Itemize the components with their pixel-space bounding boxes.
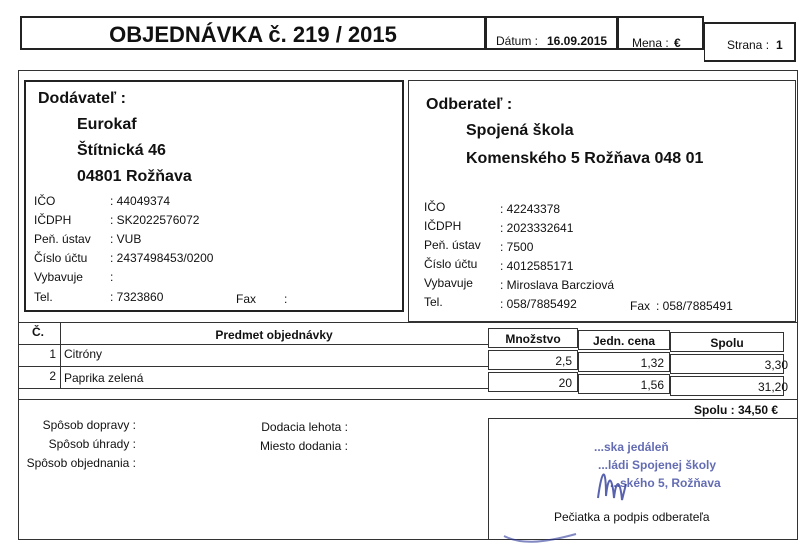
delivery-place-label: Miesto dodania : bbox=[259, 439, 348, 453]
col-no-header: Č. bbox=[32, 325, 44, 339]
table-row1-bottom-line bbox=[18, 366, 488, 367]
stamp-line-2: ...ládi Spojenej školy bbox=[598, 458, 717, 472]
customer-name: Spojená škola bbox=[466, 122, 574, 139]
supplier-heading: Dodávateľ : bbox=[38, 90, 126, 107]
table-top-line bbox=[18, 322, 798, 323]
customer-account-label: Číslo účtu bbox=[424, 257, 478, 271]
row1-total: 3,30 bbox=[764, 358, 788, 372]
stamp-line-3: ...ského 5, Rožňava bbox=[610, 476, 721, 490]
customer-fax-value: : 058/7885491 bbox=[656, 299, 733, 313]
supplier-bank-value: : VUB bbox=[110, 232, 142, 246]
customer-ico-label: IČO bbox=[424, 200, 446, 214]
signature-stroke bbox=[598, 474, 626, 500]
order-title: OBJEDNÁVKA č. 219 / 2015 bbox=[109, 22, 397, 47]
supplier-tel-label: Tel. bbox=[34, 290, 53, 304]
sum-label: Spolu : bbox=[694, 403, 735, 417]
col-price-header: Jedn. cena bbox=[592, 334, 656, 348]
signature-stroke-bottom bbox=[500, 526, 580, 546]
supplier-fax-label: Fax bbox=[236, 292, 257, 306]
currency-value: € bbox=[674, 36, 681, 50]
sum-value: 34,50 € bbox=[738, 403, 779, 417]
transport-label: Spôsob dopravy : bbox=[42, 418, 136, 432]
col-total-header: Spolu bbox=[710, 336, 744, 350]
row2-item: Paprika zelená bbox=[64, 371, 144, 385]
supplier-icdph-label: IČDPH bbox=[34, 213, 72, 227]
ordering-label: Spôsob objednania : bbox=[26, 456, 136, 470]
supplier-handler-value: : bbox=[110, 270, 114, 284]
customer-account-value: : 4012585171 bbox=[500, 259, 574, 273]
row1-price: 1,32 bbox=[640, 356, 664, 370]
row1-qty: 2,5 bbox=[555, 354, 572, 368]
customer-icdph-value: : 2023332641 bbox=[500, 221, 574, 235]
page-label: Strana : bbox=[727, 38, 770, 52]
col-item-header: Predmet objednávky bbox=[215, 328, 333, 342]
payment-label: Spôsob úhrady : bbox=[48, 437, 136, 451]
customer-bank-label: Peň. ústav bbox=[424, 238, 481, 252]
col-qty-header: Množstvo bbox=[505, 332, 561, 346]
table-header-bottom-line bbox=[18, 344, 488, 345]
supplier-handler-label: Vybavuje bbox=[34, 270, 83, 284]
sum-underline bbox=[488, 418, 798, 419]
signature-box-divider bbox=[488, 418, 489, 540]
row2-total: 31,20 bbox=[757, 380, 788, 394]
currency-label: Mena : bbox=[632, 36, 669, 50]
customer-handler-label: Vybavuje bbox=[424, 276, 473, 290]
customer-tel-value: : 058/7885492 bbox=[500, 297, 577, 311]
row1-no: 1 bbox=[49, 347, 56, 361]
stamp-line-1: ...ska jedáleň bbox=[594, 440, 669, 454]
customer-icdph-label: IČDPH bbox=[424, 219, 462, 233]
customer-bank-value: : 7500 bbox=[500, 240, 534, 254]
row2-no: 2 bbox=[49, 369, 56, 383]
supplier-ico-value: : 44049374 bbox=[110, 194, 171, 208]
supplier-account-value: : 2437498453/0200 bbox=[110, 251, 214, 265]
supplier-city: 04801 Rožňava bbox=[77, 168, 192, 185]
supplier-street: Štítnická 46 bbox=[77, 142, 166, 159]
customer-fax-label: Fax bbox=[630, 299, 651, 313]
supplier-account-label: Číslo účtu bbox=[34, 251, 88, 265]
date-value: 16.09.2015 bbox=[547, 34, 608, 48]
date-label: Dátum : bbox=[496, 34, 539, 48]
supplier-icdph-value: : SK2022576072 bbox=[110, 213, 200, 227]
customer-handler-value: : Miroslava Barcziová bbox=[500, 278, 615, 292]
supplier-ico-label: IČO bbox=[34, 194, 56, 208]
customer-tel-label: Tel. bbox=[424, 295, 443, 309]
customer-ico-value: : 42243378 bbox=[500, 202, 561, 216]
supplier-name: Eurokaf bbox=[77, 116, 137, 133]
table-bottom-line bbox=[18, 399, 798, 400]
supplier-fax-value: : bbox=[284, 292, 288, 306]
customer-heading: Odberateľ : bbox=[426, 96, 513, 113]
row1-item: Citróny bbox=[64, 347, 103, 361]
row2-qty: 20 bbox=[558, 376, 572, 390]
customer-address: Komenského 5 Rožňava 048 01 bbox=[466, 150, 704, 167]
row2-price: 1,56 bbox=[640, 378, 664, 392]
page-value: 1 bbox=[776, 38, 783, 52]
supplier-tel-value: : 7323860 bbox=[110, 290, 164, 304]
supplier-bank-label: Peň. ústav bbox=[34, 232, 91, 246]
delivery-term-label: Dodacia lehota : bbox=[261, 420, 348, 434]
table-row2-bottom-line bbox=[18, 388, 488, 389]
stamp-caption: Pečiatka a podpis odberateľa bbox=[554, 510, 710, 524]
signature-scribble bbox=[592, 458, 652, 508]
